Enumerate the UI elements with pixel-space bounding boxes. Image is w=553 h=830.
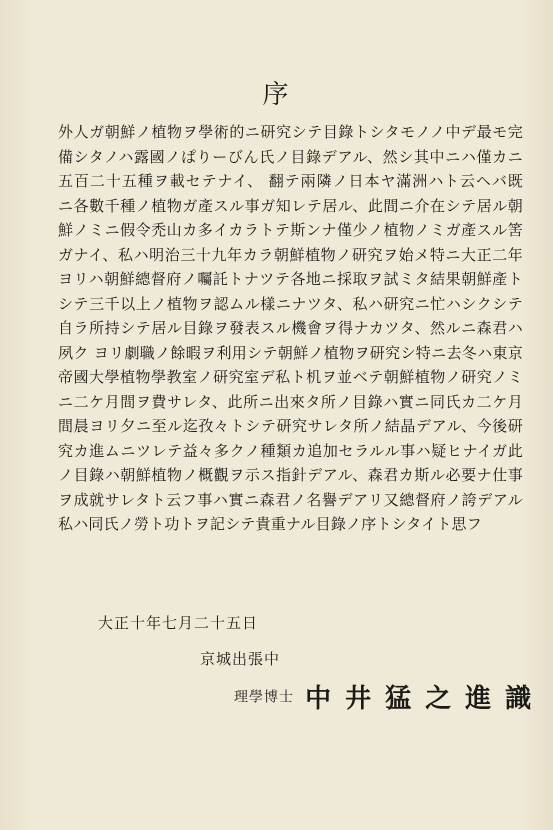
text-line: 自ラ所持シテ居ル目錄ヲ發表スル機會ヲ得ナカツタ、然ルニ森君ハ bbox=[58, 319, 523, 337]
text-line: 外人ガ朝鮮ノ植物ヲ學術的ニ研究シテ目錄トシタモノノ中デ最モ完 bbox=[58, 123, 523, 141]
text-line: ノ目錄ハ朝鮮植物ノ概觀ヲ示ス指針デアル、森君カ斯ル必要ナ仕事 bbox=[58, 466, 523, 484]
text-line: ニ二ケ月間ヲ費サレタ、此所ニ出來タ所ノ目錄ハ實ニ同氏カ二ケ月 bbox=[58, 392, 523, 411]
preface-heading: 序 bbox=[262, 80, 291, 110]
preface-date: 大正十年七月二十五日 bbox=[98, 614, 259, 632]
text-line: 五百二十五種ヲ載セテナイ、 翻テ兩隣ノ日本ヤ滿洲ハト云ヘバ既 bbox=[58, 172, 523, 190]
author-block bbox=[234, 678, 545, 715]
text-line: 備シタノハ露國ノぱりーびん氏ノ目錄デアル、然シ其中ニハ僅カニ bbox=[58, 147, 523, 166]
text-line: シテ三千以上ノ植物ヲ認ムル樣ニナツタ、私ハ研究ニ忙ハシクシテ bbox=[58, 294, 523, 313]
text-line: 夙ク ヨリ劇職ノ餘暇ヲ利用シテ朝鮮ノ植物ヲ研究シ特ニ去冬ハ東京 bbox=[58, 343, 523, 362]
text-line: ヲ成就サレタト云フ事ハ實ニ森君ノ名譽デアリ又總督府ノ誇デアル bbox=[58, 490, 523, 509]
text-line: ニ各數千種ノ植物ガ產スル事ガ知レテ居ル、此間ニ介在シテ居ル朝 bbox=[58, 196, 523, 215]
author-location: 京城出張中 bbox=[200, 650, 281, 668]
text-line: ガナイ、私ハ明治三十九年カラ朝鮮植物ノ研究ヲ始メ特ニ大正二年 bbox=[58, 245, 523, 264]
text-line: 間晨ヨリ夕ニ至ル迄孜々トシテ研究サレタ所ノ結晶デアル、今後研 bbox=[58, 417, 523, 435]
preface-body bbox=[58, 120, 523, 537]
author-degree: 理學博士 bbox=[234, 689, 294, 706]
text-line: 私ハ同氏ノ勞ト功トヲ記シテ貴重ナル目錄ノ序トシタイト思フ bbox=[58, 515, 482, 533]
author-signature: 中井猛之進識 bbox=[305, 684, 546, 714]
text-line: 究カ進ムニツレテ益々多クノ種類カ追加セラルル事ハ疑ヒナイガ此 bbox=[58, 441, 523, 460]
text-line: 鮮ノミニ假令禿山カ多イカラトテ斯ンナ僅少ノ植物ノミガ產スル筈 bbox=[58, 221, 523, 239]
text-line: 帝國大學植物學教室ノ研究室デ私ト机ヲ並ベテ朝鮮植物ノ研究ノミ bbox=[58, 368, 523, 386]
text-line: ヨリハ朝鮮總督府ノ囑託トナツテ各地ニ採取ヲ試ミタ結果朝鮮產ト bbox=[58, 270, 523, 288]
